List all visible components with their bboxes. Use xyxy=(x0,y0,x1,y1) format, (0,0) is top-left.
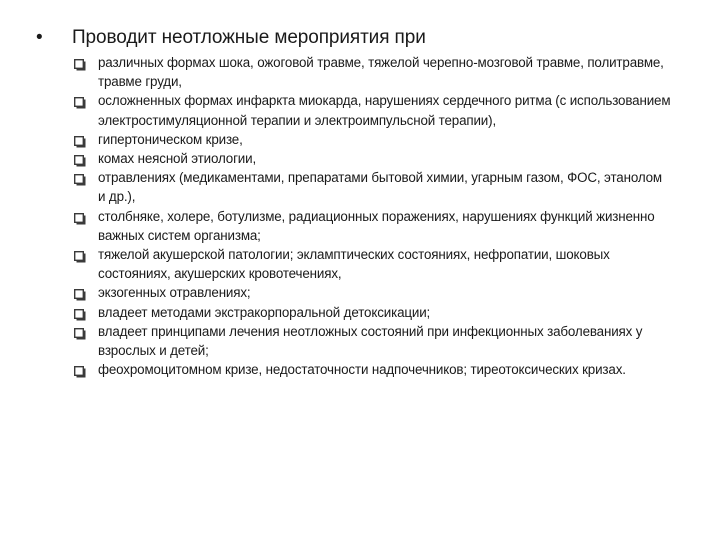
list-item-text: тяжелой акушерской патологии; экламптических состояниях, нефропатии, шоковых состояниях, акушерских кровотечениях, xyxy=(98,247,610,282)
item-list xyxy=(72,53,672,379)
checkbox-bullet-icon xyxy=(74,249,86,261)
list-item-text: различных формах шока, ожоговой травме, тяжелой черепно-мозговой травме, политравме, травме груди, xyxy=(98,55,664,90)
list-item xyxy=(72,53,672,91)
checkbox-bullet-icon xyxy=(74,211,86,223)
list-item-text: гипертоническом кризе, xyxy=(98,131,243,147)
heading-bullet: • xyxy=(36,27,43,48)
checkbox-bullet-icon xyxy=(74,153,86,165)
checkbox-bullet-icon xyxy=(74,172,86,184)
list-item xyxy=(72,245,672,283)
checkbox-bullet-icon xyxy=(74,364,86,376)
list-item xyxy=(72,303,672,322)
list-item-text: комах неясной этиологии, xyxy=(98,151,257,167)
slide-heading: Проводит неотложные мероприятия при xyxy=(72,27,426,48)
list-item xyxy=(72,207,672,245)
list-item xyxy=(72,322,672,360)
list-item xyxy=(72,283,672,302)
checkbox-bullet-icon xyxy=(74,287,86,299)
list-item-text: экзогенных отравлениях; xyxy=(98,285,251,301)
list-item-text: владеет принципами лечения неотложных состояний при инфекционных заболеваниях у взрослых и детей; xyxy=(98,323,643,359)
list-item xyxy=(72,168,672,206)
checkbox-bullet-icon xyxy=(74,134,86,146)
list-item xyxy=(72,91,672,129)
list-item-text: владеет методами экстракорпоральной детоксикации; xyxy=(98,304,431,320)
checkbox-bullet-icon xyxy=(74,307,86,319)
checkbox-bullet-icon xyxy=(74,57,86,69)
checkbox-bullet-icon xyxy=(74,95,86,107)
list-item xyxy=(72,149,672,168)
list-item xyxy=(72,130,672,149)
list-item-text: столбняке, холере, ботулизме, радиационных поражениях, нарушениях функций жизненно важных систем организма; xyxy=(98,208,655,243)
list-item-text: феохромоцитомном кризе, недостаточности надпочечников; тиреотоксических кризах. xyxy=(98,362,626,378)
checkbox-bullet-icon xyxy=(74,326,86,338)
list-item xyxy=(72,360,672,379)
list-item-text: отравлениях (медикаментами, препаратами бытовой химии, угарным газом, ФОС, этанолом и др.), xyxy=(98,170,662,205)
list-item-text: осложненных формах инфаркта миокарда, нарушениях сердечного ритма (с использованием электростимуляционной терапии и электроимпульсной терапии), xyxy=(98,93,671,128)
